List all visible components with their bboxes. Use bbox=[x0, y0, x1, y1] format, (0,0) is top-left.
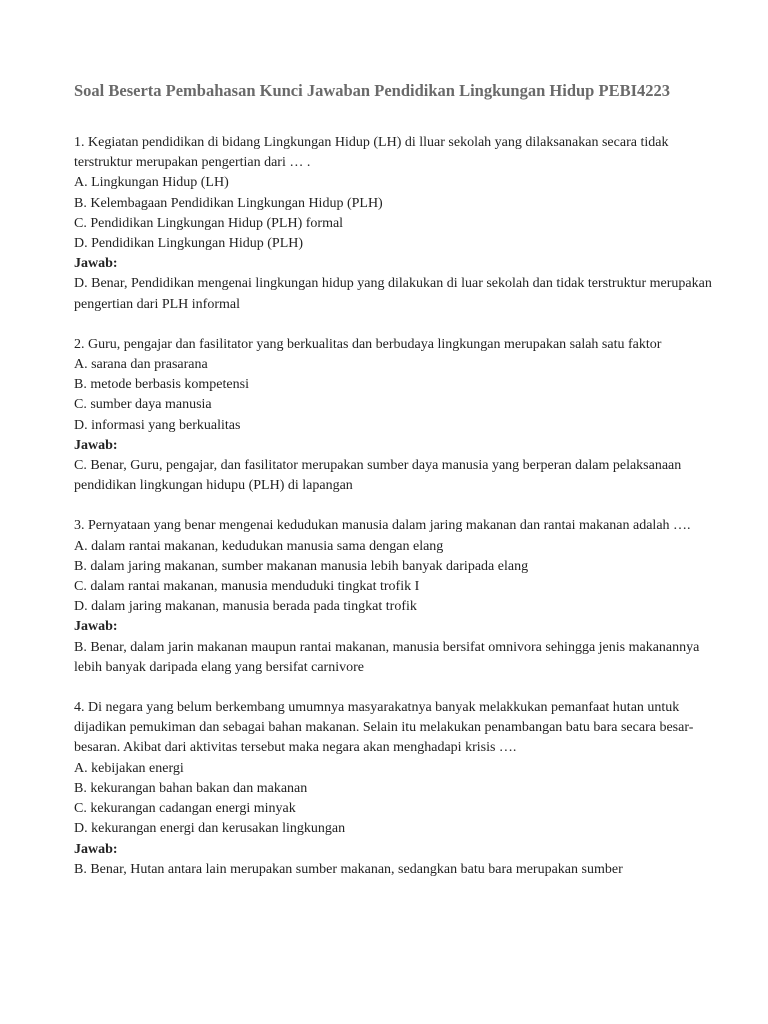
answer-label: Jawab: bbox=[74, 841, 118, 857]
question-text: 4. Di negara yang belum berkembang umumnya masyarakatnya banyak melakkukan pemanfaat hutan untuk dijadikan pemukiman dan sebagai bahan makanan. Selain itu melakukan penambangan batu bara secara besar-besaran. Akibat dari aktivitas tersebut maka negara akan menghadapi krisis …. bbox=[74, 700, 694, 756]
question-2 bbox=[74, 335, 714, 497]
option-a: A. sarana dan prasarana bbox=[74, 357, 208, 373]
option-c: C. sumber daya manusia bbox=[74, 397, 212, 413]
answer-explanation: B. Benar, Hutan antara lain merupakan sumber makanan, sedangkan batu bara merupakan sumber bbox=[74, 861, 623, 877]
answer-explanation: C. Benar, Guru, pengajar, dan fasilitator merupakan sumber daya manusia yang berperan dalam pelaksanaan pendidikan lingkungan hidupu (PLH) di lapangan bbox=[74, 458, 682, 494]
option-b: B. metode berbasis kompetensi bbox=[74, 377, 249, 393]
question-1 bbox=[74, 133, 714, 315]
answer-label: Jawab: bbox=[74, 619, 118, 635]
document-page bbox=[74, 80, 714, 900]
option-b: B. Kelembagaan Pendidikan Lingkungan Hidup (PLH) bbox=[74, 195, 383, 211]
answer-explanation: B. Benar, dalam jarin makanan maupun rantai makanan, manusia bersifat omnivora sehingga jenis makanannya lebih banyak daripada elang yang bersifat carnivore bbox=[74, 639, 700, 675]
question-text: 3. Pernyataan yang benar mengenai kedudukan manusia dalam jaring makanan dan rantai makanan adalah …. bbox=[74, 518, 691, 534]
question-text: 1. Kegiatan pendidikan di bidang Lingkungan Hidup (LH) di lluar sekolah yang dilaksanakan secara tidak terstruktur merupakan pengertian dari … . bbox=[74, 135, 669, 171]
option-d: D. Pendidikan Lingkungan Hidup (PLH) bbox=[74, 236, 304, 252]
option-b: B. kekurangan bahan bakan dan makanan bbox=[74, 780, 308, 796]
document-title: Soal Beserta Pembahasan Kunci Jawaban Pendidikan Lingkungan Hidup PEBI4223 bbox=[74, 81, 670, 100]
option-c: C. Pendidikan Lingkungan Hidup (PLH) formal bbox=[74, 215, 344, 231]
option-c: C. kekurangan cadangan energi minyak bbox=[74, 801, 296, 817]
option-d: D. informasi yang berkualitas bbox=[74, 417, 241, 433]
answer-label: Jawab: bbox=[74, 256, 118, 272]
question-4 bbox=[74, 698, 714, 880]
option-a: A. Lingkungan Hidup (LH) bbox=[74, 175, 229, 191]
question-text: 2. Guru, pengajar dan fasilitator yang berkualitas dan berbudaya lingkungan merupakan salah satu faktor bbox=[74, 336, 662, 352]
answer-label: Jawab: bbox=[74, 437, 118, 453]
option-c: C. dalam rantai makanan, manusia menduduki tingkat trofik I bbox=[74, 579, 420, 595]
option-b: B. dalam jaring makanan, sumber makanan manusia lebih banyak daripada elang bbox=[74, 558, 529, 574]
option-d: D. dalam jaring makanan, manusia berada pada tingkat trofik bbox=[74, 599, 417, 615]
answer-explanation: D. Benar, Pendidikan mengenai lingkungan hidup yang dilakukan di luar sekolah dan tidak terstruktur merupakan pengertian dari PLH informal bbox=[74, 276, 712, 312]
option-a: A. dalam rantai makanan, kedudukan manusia sama dengan elang bbox=[74, 538, 444, 554]
option-d: D. kekurangan energi dan kerusakan lingkungan bbox=[74, 821, 346, 837]
question-3 bbox=[74, 516, 714, 678]
option-a: A. kebijakan energi bbox=[74, 760, 184, 776]
